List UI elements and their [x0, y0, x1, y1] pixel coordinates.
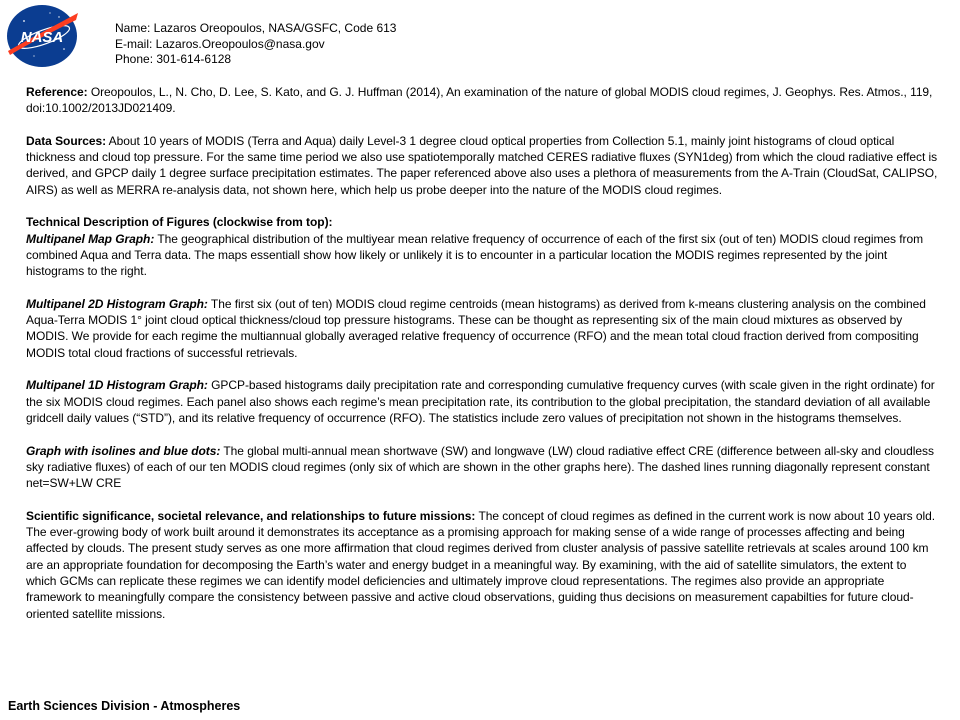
- histogram-2d-paragraph: [26, 296, 938, 361]
- footer-division: Earth Sciences Division - Atmospheres: [8, 699, 241, 713]
- contact-name: Name: Lazaros Oreopoulos, NASA/GSFC, Code 613: [115, 21, 397, 35]
- significance-text: The concept of cloud regimes as defined in the current work is now about 10 years old. The ever-growing body of work built around it demonstrates its acceptance as a promising approach for making sense of a wide range of processes affecting and being affected by clouds. The present study serves as one more affirmation that cloud regimes derived from cluster analysis of passive satellite retrievals at scales around 100 km are an appropriate foundation for decomposing the Earth’s water and energy budget in a meaningful way. By examining, with the aid of satellite simulators, the extent to which GCMs can replicate these regimes we can identify model deficiencies and ultimately improve cloud representations. The regimes also provide an appropriate framework to meaningfully compare the consistency between passive and active cloud observations, guiding thus decisions on measurement capabilties for future cloud-oriented satellite missions.: [26, 508, 936, 621]
- document-body: [26, 84, 938, 638]
- contact-block: [115, 21, 396, 68]
- data-sources-label: Data Sources:: [26, 133, 107, 148]
- histogram-2d-text: The first six (out of ten) MODIS cloud regime centroids (mean histograms) as derived from k-means clustering analysis on the combined Aqua-Terra MODIS 1° joint cloud optical thickness/cloud top pressure histograms. These can be thought as representing six of the main cloud mixtures as observed by MODIS. We provide for each regime the multiannual globally averaged relative frequency of occurrence (RFO) and the mean total cloud fraction derived from compositing MODIS total cloud fractions of successful retrievals.: [26, 296, 926, 360]
- data-sources-text: About 10 years of MODIS (Terra and Aqua) daily Level-3 1 degree cloud optical properties from Collection 5.1, mainly joint histograms of cloud optical thickness and cloud top pressure. For the same time period we also use spatiotemporally matched CERES radiative fluxes (SYN1deg) from which the cloud radiative effect is derived, and GPCP daily 1 degree surface precipitation estimates. The paper referenced above also uses a plethora of measurements from the A-Train (CloudSat, CALIPSO, AIRS) as well as MERRA re-analysis data, not shown here, which help us probe deeper into the nature of the MODIS cloud regimes.: [26, 133, 938, 197]
- reference-label: Reference:: [26, 85, 88, 99]
- map-graph-text: The geographical distribution of the multiyear mean relative frequency of occurrence of each of the first six (out of ten) MODIS cloud regimes from combined Aqua and Terra data. The maps essentiall show how likely or unlikely it is to encounter in a particular location the MODIS regimes represented by the joint histograms to the right.: [26, 231, 924, 279]
- histogram-1d-label: Multipanel 1D Histogram Graph:: [26, 378, 208, 393]
- reference-text: Oreopoulos, L., N. Cho, D. Lee, S. Kato, and G. J. Huffman (2014), An examination of the nature of global MODIS cloud regimes, J. Geophys. Res. Atmos., 119, doi:10.1002/2013JD021409.: [26, 85, 933, 116]
- nasa-logo-icon: [4, 3, 80, 69]
- technical-heading: Technical Description of Figures (clockwise from top):: [26, 215, 333, 230]
- contact-email: E-mail: Lazaros.Oreopoulos@nasa.gov: [115, 36, 325, 51]
- histogram-1d-paragraph: [26, 377, 938, 426]
- svg-text:NASA: NASA: [20, 29, 64, 46]
- reference-paragraph: [26, 84, 938, 117]
- data-sources-paragraph: [26, 133, 938, 198]
- isolines-label: Graph with isolines and blue dots:: [26, 443, 221, 458]
- isolines-text: The global multi-annual mean shortwave (SW) and longwave (LW) cloud radiative effect CRE (difference between all-sky and cloudless sky radiative fluxes) of each of our ten MODIS cloud regimes (only six of which are shown in the other graphs here). The dashed lines running diagonally represent constant net=SW+LW CRE: [26, 443, 934, 491]
- histogram-1d-text: GPCP-based histograms daily precipitation rate and corresponding cumulative frequency curves (with scale given in the right ordinate) for the six MODIS cloud regimes. Each panel also shows each regime’s mean precipitation rate, its contribution to the global precipitation, the standard deviation of all available gridcell daily values (“STD”), and its relative frequency of occurrence (RFO). The statistics include zero values of precipitation not shown in the histograms themselves.: [26, 378, 935, 425]
- significance-paragraph: [26, 508, 938, 622]
- histogram-2d-label: Multipanel 2D Histogram Graph:: [26, 296, 208, 311]
- isolines-paragraph: [26, 443, 938, 492]
- significance-label: Scientific significance, societal relevance, and relationships to future missions:: [26, 508, 476, 523]
- contact-phone: Phone: 301-614-6128: [115, 52, 232, 66]
- map-graph-label: Multipanel Map Graph:: [26, 231, 155, 246]
- map-graph-paragraph: [26, 231, 938, 280]
